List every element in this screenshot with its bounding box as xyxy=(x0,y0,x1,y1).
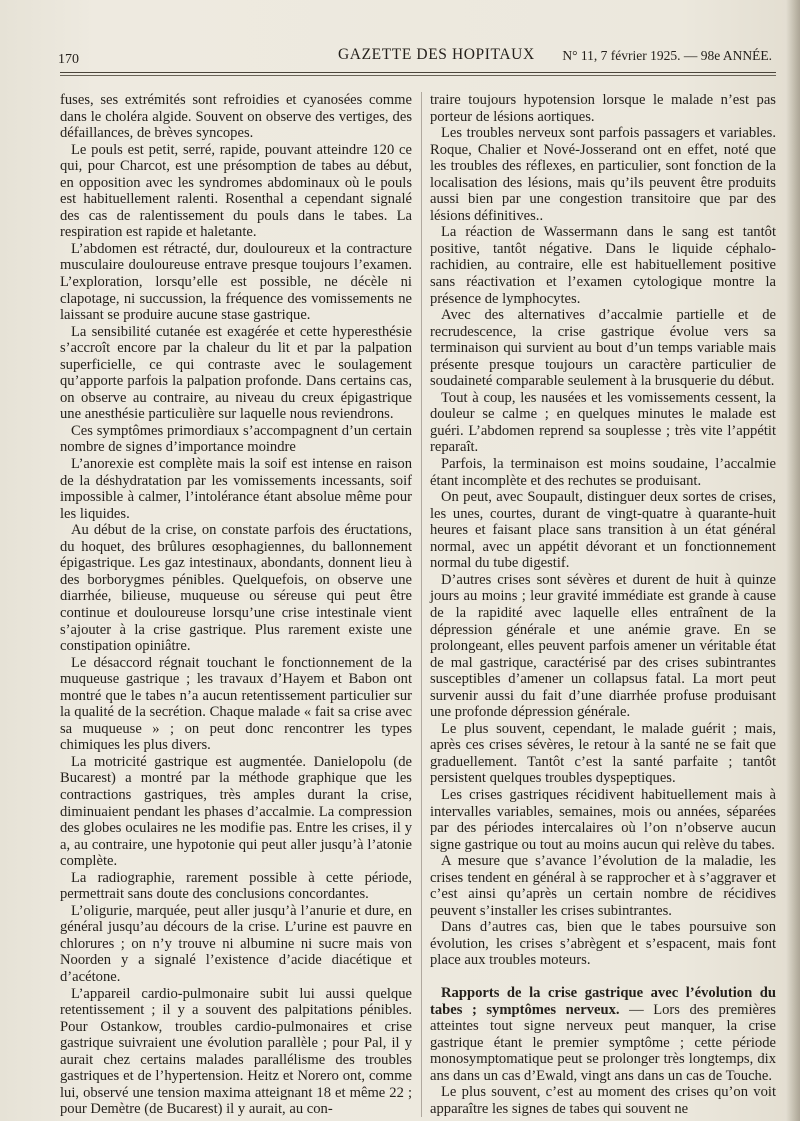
paragraph: Le plus souvent, cependant, le malade guérit ; mais, après ces crises sévères, le retour à la santé ne se fait que graduellement. Tantôt c’est la santé parfaite ; tantôt persistent quelques troubles dyspeptiques. xyxy=(430,720,776,787)
section-text: — Lors des premières atteintes tout signe nerveux peut manquer, la crise gastrique étant le premier symptôme ; cette période monosymptomatique peut se prolonger très longtemps, dix ans dans un cas d’Ewald, vingt ans dans un cas de Touche. xyxy=(430,1001,776,1084)
right-column xyxy=(430,92,776,1117)
paragraph: La réaction de Wassermann dans le sang est tantôt positive, tantôt négative. Dans le liquide céphalo-rachidien, au contraire, elle est habituellement positive sans réactivation et l’examen cytologique montre la présence de lymphocytes. xyxy=(430,224,776,307)
section-paragraph xyxy=(430,985,776,1084)
paragraph: Au début de la crise, on constate parfois des éructations, du hoquet, des brûlures œsophagiennes, du ballonnement épigastrique. Les gaz intestinaux, abondants, donnent lieu à des borborygmes pénibles. Quelquefois, on observe une diarrhée, bilieuse, muqueuse ou séreuse qui peut être continue et douloureuse lorsqu’une crise intestinale vient s’ajouter à la crise gastrique. Plus rarement existe une constipation opiniâtre. xyxy=(60,522,412,655)
header-rule xyxy=(60,72,776,73)
paragraph: La motricité gastrique est augmentée. Danielopolu (de Bucarest) a montré par la méthode graphique que les contractions gastriques, très amples durant la crise, diminuaient pendant les phases d’accalmie. La compression des globes oculaires ne les modifie pas. Entre les crises, il y a, au contraire, une hypotonie qui peut aller jusqu’à l’atonie complète. xyxy=(60,753,412,870)
paragraph: Parfois, la terminaison est moins soudaine, l’accalmie étant incomplète et des rechutes se produisant. xyxy=(430,456,776,489)
section-heading: Rapports de la crise gastrique avec l’évolution du tabes ; symptômes nerveux. xyxy=(430,984,776,1018)
paragraph: L’appareil cardio-pulmonaire subit lui aussi quelque retentissement ; il y a souvent des palpitations pénibles. Pour Ostankow, troubles cardio-pulmonaires et crise gastrique suivraient une évolution parallèle ; pour Pal, il y aurait chez certains malades parallélisme des troubles gastriques et de l’hypertension. Heitz et Norero ont, comme lui, observé une tension maxima atteignant 18 et même 22 ; pour Demètre (de Bucarest) il y aurait, au con- xyxy=(60,985,412,1118)
header-rule-double xyxy=(60,75,776,76)
column-divider xyxy=(421,92,422,1117)
paragraph: Tout à coup, les nausées et les vomissements cessent, la douleur se calme ; en quelques minutes le malade est guéri. L’abdomen reprend sa souplesse ; très vite l’appétit reparaît. xyxy=(430,389,776,456)
paragraph: L’anorexie est complète mais la soif est intense en raison de la déshydratation par les vomissements incessants, soif impossible à calmer, l’intolérance étant absolue même pour les liquides. xyxy=(60,456,412,522)
paragraph: Le pouls est petit, serré, rapide, pouvant atteindre 120 ce qui, pour Charcot, est une présomption de tabes au début, en opposition avec les syndromes abdominaux où le pouls est habituellement ralenti. Rosenthal a cependant signalé des cas de ralentissement du pouls dans le tabes. La respiration est rapide et haletante. xyxy=(60,141,412,241)
paragraph: traire toujours hypotension lorsque le malade n’est pas porteur de lésions aortiques. xyxy=(430,92,776,125)
paragraph: Les crises gastriques récidivent habituellement mais à intervalles variables, semaines, mois ou années, séparées par des périodes intercalaires où l’on n’observe aucun signe gastrique ou tout au moins aucun qui relève du tabes. xyxy=(430,786,776,853)
journal-title: GAZETTE DES HOPITAUX xyxy=(338,46,535,63)
issue-info: N° 11, 7 février 1925. — 98e ANNÉE. xyxy=(562,48,772,63)
paragraph: Avec des alternatives d’accalmie partielle et de recrudescence, la crise gastrique évolue vers sa terminaison qui survient au bout d’un temps variable mais présente presque toujours un caractère particulier de soudaineté comparable seulement à la brusquerie du début. xyxy=(430,307,776,390)
paragraph: La radiographie, rarement possible à cette période, permettrait sans doute des conclusions concordantes. xyxy=(60,869,412,903)
paragraph: Dans d’autres cas, bien que le tabes poursuive son évolution, les crises s’abrègent et s’espacent, mais font place aux troubles moteurs. xyxy=(430,919,776,969)
paragraph: L’oligurie, marquée, peut aller jusqu’à l’anurie et dure, en général jusqu’au décours de la crise. L’urine est pauvre en chlorures ; on n’y trouve ni albumine ni sucre mais von Noorden y a signalé l’existence d’acide diacétique et d’acétone. xyxy=(60,902,412,985)
page-header xyxy=(58,46,780,70)
paragraph: fuses, ses extrémités sont refroidies et cyanosées comme dans le choléra algide. Souvent on observe des vertiges, des défaillances, de brèves syncopes. xyxy=(60,92,412,142)
paragraph: Ces symptômes primordiaux s’accompagnent d’un certain nombre de signes d’importance moindre xyxy=(60,422,412,456)
paragraph: La sensibilité cutanée est exagérée et cette hyperesthésie s’accroît encore par la chaleur du lit et par la palpation superficielle, ce qui contraste avec le soulagement qu’apporte parfois la palpation profonde. Dans certains cas, on observe au contraire, au niveau du creux épigastrique une anesthésie particulière sur laquelle nous reviendrons. xyxy=(60,323,412,423)
paragraph: D’autres crises sont sévères et durent de huit à quinze jours au moins ; leur gravité immédiate est grande à cause de la rapidité avec laquelle elles entraînent de la dépression générale et une anémie grave. En se prolongeant, elles peuvent parfois amener un véritable état de mal gastrique, caractérisé par des crises subintrantes susceptibles d’amener un collapsus fatal. La mort peut survenir aussi du fait d’une diarrhée profuse produisant une profonde dépression générale. xyxy=(430,571,776,721)
left-column xyxy=(60,92,412,1118)
paragraph: A mesure que s’avance l’évolution de la maladie, les crises tendent en général à se rapprocher et à s’aggraver et c’est ainsi qu’après un certain nombre de récidives peuvent s’installer les crises subintrantes. xyxy=(430,853,776,919)
page-edge-shadow xyxy=(786,0,800,1121)
paragraph: L’abdomen est rétracté, dur, douloureux et la contracture musculaire douloureuse entrave presque toujours l’examen. L’exploration, lorsqu’elle est possible, ne décèle ni clapotage, ni succussion, la fréquence des vomissements ne laissant se produire aucune stase gastrique. xyxy=(60,240,412,324)
paragraph: Le plus souvent, c’est au moment des crises qu’on voit apparaître les signes de tabes qui souvent ne xyxy=(430,1084,776,1117)
paragraph: On peut, avec Soupault, distinguer deux sortes de crises, les unes, courtes, durant de vingt-quatre à quarante-huit heures et faisant place sans transition à un état général normal, avec un appétit dévorant et un fonctionnement normal du tube digestif. xyxy=(430,489,776,572)
paragraph: Les troubles nerveux sont parfois passagers et variables. Roque, Chalier et Nové-Josserand ont en effet, noté que les troubles des réflexes, en particulier, sont fonction de la localisation des lésions, mais qu’ils peuvent être produits aussi bien par une congestion transitoire que par des lésions définitives.. xyxy=(430,125,776,224)
paragraph: Le désaccord régnait touchant le fonctionnement de la muqueuse gastrique ; les travaux d’Hayem et Babon ont montré que le tabes n’a aucun retentissement particulier sur la qualité de la secrétion. Chaque malade « fait sa crise avec sa muqueuse » ; on peut donc rencontrer les types chimiques les plus divers. xyxy=(60,654,412,754)
page-number: 170 xyxy=(58,52,79,67)
